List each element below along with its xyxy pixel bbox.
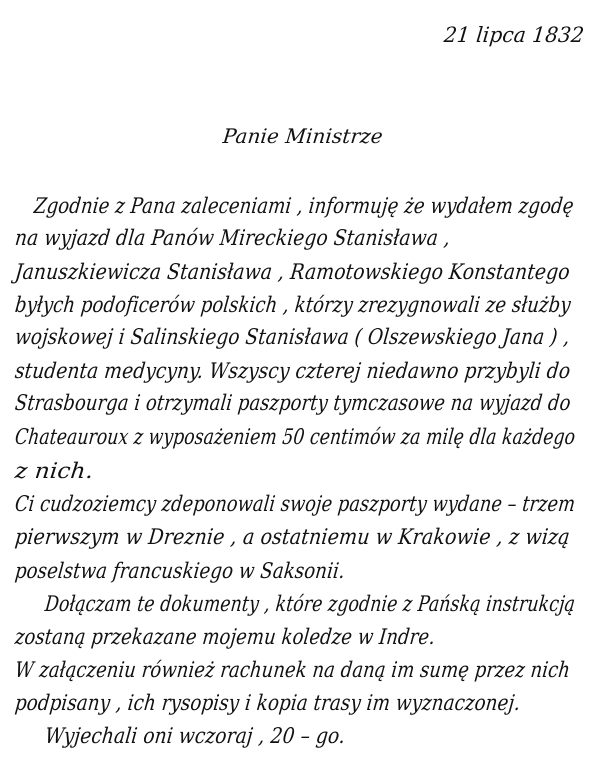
- body-line: pierwszym w Dreznie , a ostatniemu w Krakowie , z wizą: [13, 525, 572, 550]
- body-line: studenta medycyny. Wszyscy czterej niedawno przybyli do: [13, 359, 572, 384]
- body-line: W załączeniu również rachunek na daną im sumę przez nich: [13, 658, 572, 683]
- body-line: zostaną przekazane mojemu koledze w Indre.: [13, 625, 437, 650]
- body-line: Wyjechali oni wczoraj , 20 – go.: [43, 724, 347, 749]
- body-line: wojskowej i Salinskiego Stanisława ( Olszewskiego Jana ) ,: [13, 325, 571, 350]
- body-line: Zgodnie z Pana zaleceniami , informuję że wydałem zgodę: [32, 194, 575, 219]
- body-line: Chateauroux z wyposażeniem 50 centimów za milę dla każdego: [13, 425, 577, 450]
- body-line: na wyjazd dla Panów Mireckiego Stanisława ,: [13, 226, 452, 251]
- letter-date: 21 lipca 1832: [442, 23, 586, 47]
- body-line: podpisany , ich rysopisy i kopia trasy im wyznaczonej.: [13, 691, 522, 716]
- letter-salutation: Panie Ministrze: [221, 124, 385, 148]
- body-line: poselstwa francuskiego w Saksonii.: [13, 559, 347, 584]
- body-line: Ci cudzoziemcy zdeponowali swoje paszporty wydane – trzem: [13, 492, 577, 517]
- body-line: Dołączam te dokumenty , które zgodnie z Pańską instrukcją: [43, 592, 577, 617]
- body-line: Januszkiewicza Stanisława , Ramotowskiego Konstantego: [13, 260, 571, 285]
- body-line: Strasbourga i otrzymali paszporty tymczasowe na wyjazd do: [13, 391, 572, 416]
- body-line: z nich.: [13, 459, 95, 484]
- body-line: byłych podoficerów polskich , którzy zrezygnowali ze służby: [13, 293, 572, 318]
